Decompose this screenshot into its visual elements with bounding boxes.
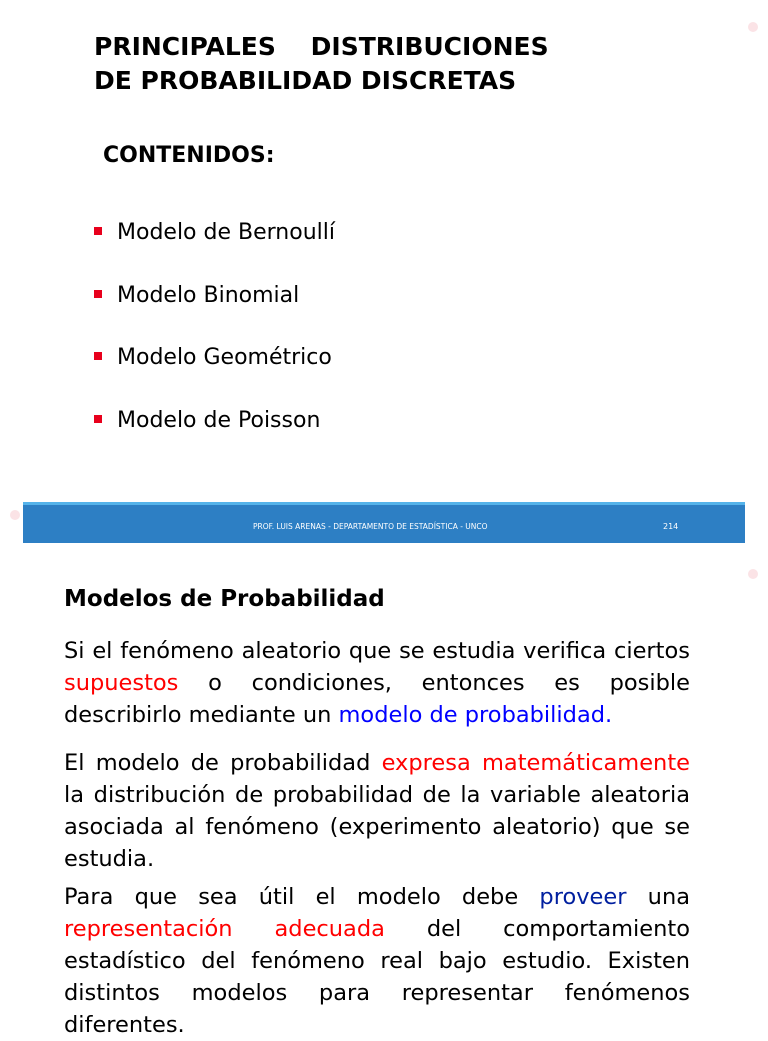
square-bullet-icon <box>94 290 102 298</box>
text-run: Si el fenómeno aleatorio que se estudia verifica ciertos <box>64 638 690 664</box>
decorative-dot <box>748 569 758 579</box>
square-bullet-icon <box>94 227 102 235</box>
square-bullet-icon <box>94 415 102 423</box>
text-run: la distribución de probabilidad de la variable aleatoria asociada al fenómeno (experimento aleatorio) que se estudia. <box>64 782 690 872</box>
text-run: del comportamiento estadístico del fenómeno real bajo estudio. Existen distintos modelos para representar fenómenos diferentes. <box>64 916 690 1038</box>
list-item-label: Modelo Binomial <box>117 282 300 308</box>
decorative-dot <box>748 22 758 32</box>
slide-footer <box>23 502 745 543</box>
list-item-label: Modelo de Poisson <box>117 407 321 433</box>
title-line-1: PRINCIPALES DISTRIBUCIONES <box>94 32 549 61</box>
list-item <box>94 401 335 464</box>
decorative-dot <box>10 510 20 520</box>
title-line-2: DE PROBABILIDAD DISCRETAS <box>94 66 517 95</box>
list-item <box>94 276 335 339</box>
paragraph-model-usefulness <box>64 881 690 1041</box>
footer-credit: PROF. LUIS ARENAS - DEPARTAMENTO DE ESTADÍSTICA - UNCO <box>253 522 488 531</box>
text-run: El modelo de probabilidad <box>64 750 382 776</box>
paragraph-model-definition <box>64 747 690 875</box>
text-run: o condiciones, entonces es posible describirlo mediante un <box>64 670 690 728</box>
list-item <box>94 338 335 401</box>
square-bullet-icon <box>94 352 102 360</box>
slide-heading: Modelos de Probabilidad <box>64 586 385 612</box>
contents-heading: CONTENIDOS: <box>103 143 275 168</box>
highlight-proveer: proveer <box>539 884 627 910</box>
highlight-representacion-adecuada: representación adecuada <box>64 916 385 942</box>
text-run: una <box>626 884 690 910</box>
slide-probability-models <box>0 545 768 1038</box>
highlight-expresa-matematicamente: expresa matemáticamente <box>381 750 690 776</box>
highlight-modelo-probabilidad: modelo de probabilidad. <box>338 702 613 728</box>
text-run: Para que sea útil el modelo debe <box>64 884 540 910</box>
list-item-label: Modelo de Bernoullí <box>117 220 335 245</box>
contents-list <box>94 213 335 463</box>
highlight-supuestos: supuestos <box>64 670 179 696</box>
slide-title <box>94 30 654 98</box>
list-item-label: Modelo Geométrico <box>117 345 332 370</box>
page-number: 214 <box>663 522 679 531</box>
list-item <box>94 213 335 276</box>
paragraph-assumptions <box>64 635 690 731</box>
